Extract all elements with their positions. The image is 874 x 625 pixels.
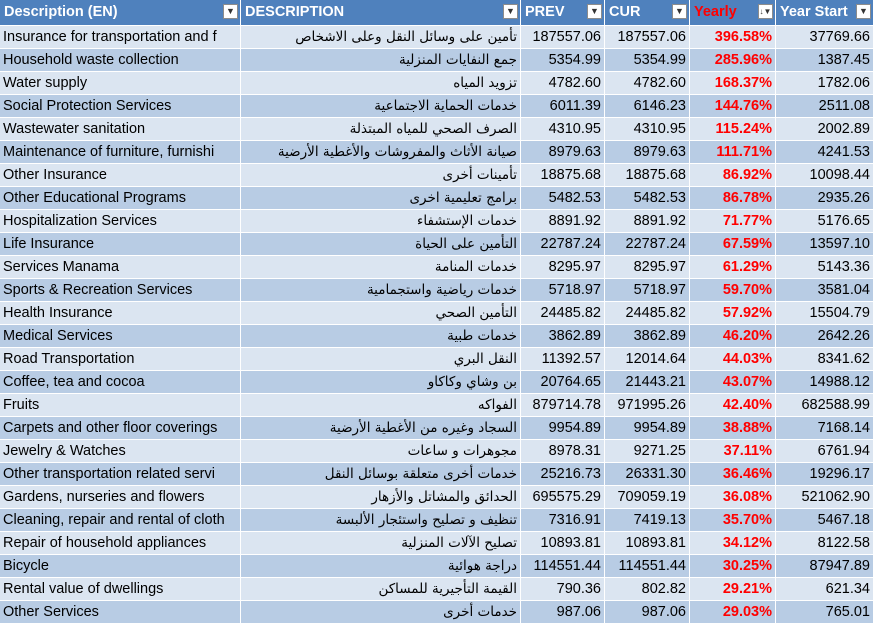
cell-yearly[interactable]: 59.70% — [690, 279, 776, 302]
cell-cur[interactable]: 8979.63 — [605, 141, 690, 164]
cell-description-en[interactable]: Fruits — [0, 394, 241, 417]
cell-prev[interactable]: 8295.97 — [521, 256, 605, 279]
cell-year-start[interactable]: 6761.94 — [776, 440, 874, 463]
header-description[interactable] — [241, 0, 521, 26]
table-row — [0, 49, 874, 72]
table-row — [0, 141, 874, 164]
cell-description-ar[interactable]: القيمة التأجيرية للمساكن — [241, 578, 521, 601]
filter-dropdown-icon[interactable]: ▼ — [856, 4, 871, 19]
cell-description-ar[interactable]: خدمات الإستشفاء — [241, 210, 521, 233]
cell-prev[interactable]: 6011.39 — [521, 95, 605, 118]
cell-description-ar[interactable]: خدمات الحماية الاجتماعية — [241, 95, 521, 118]
table-row — [0, 555, 874, 578]
cell-yearly[interactable]: 144.76% — [690, 95, 776, 118]
cell-yearly[interactable]: 34.12% — [690, 532, 776, 555]
table-row — [0, 302, 874, 325]
cell-cur[interactable]: 114551.44 — [605, 555, 690, 578]
cell-prev[interactable]: 25216.73 — [521, 463, 605, 486]
cell-description-ar[interactable]: خدمات أخرى متعلقة بوسائل النقل — [241, 463, 521, 486]
cell-description-en[interactable]: Coffee, tea and cocoa — [0, 371, 241, 394]
cell-description-en[interactable]: Carpets and other floor coverings — [0, 417, 241, 440]
cell-description-ar[interactable]: السجاد وغيره من الأغطية الأرضية — [241, 417, 521, 440]
cell-year-start[interactable]: 87947.89 — [776, 555, 874, 578]
cell-description-en[interactable]: Gardens, nurseries and flowers — [0, 486, 241, 509]
cell-cur[interactable]: 22787.24 — [605, 233, 690, 256]
table-row — [0, 279, 874, 302]
filter-dropdown-icon[interactable]: ▼ — [223, 4, 238, 19]
cell-description-ar[interactable]: خدمات رياضية واستجمامية — [241, 279, 521, 302]
cell-description-en[interactable]: Cleaning, repair and rental of cloth — [0, 509, 241, 532]
cell-cur[interactable]: 709059.19 — [605, 486, 690, 509]
header-prev[interactable] — [521, 0, 605, 26]
table-row — [0, 601, 874, 624]
header-yearly[interactable] — [690, 0, 776, 26]
cell-description-ar[interactable]: التأمين الصحي — [241, 302, 521, 325]
cell-year-start[interactable]: 2002.89 — [776, 118, 874, 141]
cell-cur[interactable]: 987.06 — [605, 601, 690, 624]
cell-cur[interactable]: 4310.95 — [605, 118, 690, 141]
cell-year-start[interactable]: 521062.90 — [776, 486, 874, 509]
header-label: PREV — [525, 4, 565, 20]
header-label: Year Start — [780, 4, 848, 20]
header-cur[interactable] — [605, 0, 690, 26]
cell-yearly[interactable]: 46.20% — [690, 325, 776, 348]
cell-prev[interactable]: 8978.31 — [521, 440, 605, 463]
cell-cur[interactable]: 21443.21 — [605, 371, 690, 394]
cell-cur[interactable]: 6146.23 — [605, 95, 690, 118]
cell-description-en[interactable]: Water supply — [0, 72, 241, 95]
table-row — [0, 532, 874, 555]
cell-description-en[interactable]: Road Transportation — [0, 348, 241, 371]
cell-cur[interactable]: 24485.82 — [605, 302, 690, 325]
table-row — [0, 417, 874, 440]
cell-cur[interactable]: 18875.68 — [605, 164, 690, 187]
cell-description-en[interactable]: Medical Services — [0, 325, 241, 348]
cell-year-start[interactable]: 8122.58 — [776, 532, 874, 555]
cell-year-start[interactable]: 765.01 — [776, 601, 874, 624]
cell-yearly[interactable]: 42.40% — [690, 394, 776, 417]
header-label: DESCRIPTION — [245, 4, 345, 20]
cell-description-ar[interactable]: تصليح الآلات المنزلية — [241, 532, 521, 555]
header-label: CUR — [609, 4, 641, 20]
cell-yearly[interactable]: 29.21% — [690, 578, 776, 601]
cell-prev[interactable]: 20764.65 — [521, 371, 605, 394]
cell-description-en[interactable]: Other Educational Programs — [0, 187, 241, 210]
table-row — [0, 256, 874, 279]
table-row — [0, 325, 874, 348]
cell-description-ar[interactable]: تنظيف و تصليح واستئجار الألبسة — [241, 509, 521, 532]
cell-prev[interactable]: 10893.81 — [521, 532, 605, 555]
cell-year-start[interactable]: 15504.79 — [776, 302, 874, 325]
table-row — [0, 463, 874, 486]
cell-year-start[interactable]: 5467.18 — [776, 509, 874, 532]
cell-description-en[interactable]: Services Manama — [0, 256, 241, 279]
cell-yearly[interactable]: 35.70% — [690, 509, 776, 532]
cell-yearly[interactable]: 168.37% — [690, 72, 776, 95]
table-row — [0, 394, 874, 417]
cell-description-en[interactable]: Social Protection Services — [0, 95, 241, 118]
cell-prev[interactable]: 5718.97 — [521, 279, 605, 302]
cell-yearly[interactable]: 71.77% — [690, 210, 776, 233]
cell-description-ar[interactable]: خدمات طبية — [241, 325, 521, 348]
cell-description-ar[interactable]: الصرف الصحي للمياه المبتذلة — [241, 118, 521, 141]
header-label: Description (EN) — [4, 4, 118, 20]
cell-yearly[interactable]: 36.08% — [690, 486, 776, 509]
cell-cur[interactable]: 12014.64 — [605, 348, 690, 371]
header-year-start[interactable] — [776, 0, 874, 26]
cell-prev[interactable]: 11392.57 — [521, 348, 605, 371]
cell-prev[interactable]: 695575.29 — [521, 486, 605, 509]
cell-prev[interactable]: 3862.89 — [521, 325, 605, 348]
cell-description-ar[interactable]: جمع النفايات المنزلية — [241, 49, 521, 72]
table-row — [0, 348, 874, 371]
cell-description-en[interactable]: Maintenance of furniture, furnishi — [0, 141, 241, 164]
cell-cur[interactable]: 4782.60 — [605, 72, 690, 95]
cell-cur[interactable]: 10893.81 — [605, 532, 690, 555]
cell-cur[interactable]: 7419.13 — [605, 509, 690, 532]
cell-description-en[interactable]: Jewelry & Watches — [0, 440, 241, 463]
cell-description-en[interactable]: Other transportation related servi — [0, 463, 241, 486]
cell-cur[interactable]: 9954.89 — [605, 417, 690, 440]
cell-prev[interactable]: 4310.95 — [521, 118, 605, 141]
cell-description-ar[interactable]: تأمينات أخرى — [241, 164, 521, 187]
cell-prev[interactable]: 987.06 — [521, 601, 605, 624]
cell-yearly[interactable]: 86.78% — [690, 187, 776, 210]
cell-yearly[interactable]: 37.11% — [690, 440, 776, 463]
cell-yearly[interactable]: 285.96% — [690, 49, 776, 72]
cell-description-en[interactable]: Wastewater sanitation — [0, 118, 241, 141]
cell-yearly[interactable]: 29.03% — [690, 601, 776, 624]
cell-prev[interactable]: 5354.99 — [521, 49, 605, 72]
table-row — [0, 509, 874, 532]
cell-description-ar[interactable]: التأمين على الحياة — [241, 233, 521, 256]
cell-year-start[interactable]: 682588.99 — [776, 394, 874, 417]
header-label: Yearly — [694, 4, 737, 20]
cell-year-start[interactable]: 2642.26 — [776, 325, 874, 348]
cell-prev[interactable]: 24485.82 — [521, 302, 605, 325]
table-row — [0, 233, 874, 256]
cell-cur[interactable]: 5718.97 — [605, 279, 690, 302]
cell-prev[interactable]: 187557.06 — [521, 26, 605, 49]
cell-description-en[interactable]: Rental value of dwellings — [0, 578, 241, 601]
cell-description-ar[interactable]: خدمات المنامة — [241, 256, 521, 279]
cell-cur[interactable]: 971995.26 — [605, 394, 690, 417]
table-row — [0, 72, 874, 95]
cell-prev[interactable]: 8891.92 — [521, 210, 605, 233]
filter-dropdown-icon[interactable]: ▼ — [587, 4, 602, 19]
cell-yearly[interactable]: 111.71% — [690, 141, 776, 164]
cell-description-ar[interactable]: خدمات أخرى — [241, 601, 521, 624]
cell-yearly[interactable]: 38.88% — [690, 417, 776, 440]
cell-year-start[interactable]: 4241.53 — [776, 141, 874, 164]
cell-year-start[interactable]: 5176.65 — [776, 210, 874, 233]
table-row — [0, 118, 874, 141]
cell-year-start[interactable]: 1782.06 — [776, 72, 874, 95]
cell-description-ar[interactable]: برامج تعليمية اخرى — [241, 187, 521, 210]
cell-year-start[interactable]: 13597.10 — [776, 233, 874, 256]
cell-cur[interactable]: 8295.97 — [605, 256, 690, 279]
cell-prev[interactable]: 7316.91 — [521, 509, 605, 532]
cell-year-start[interactable]: 1387.45 — [776, 49, 874, 72]
cell-description-en[interactable]: Insurance for transportation and f — [0, 26, 241, 49]
cell-prev[interactable]: 790.36 — [521, 578, 605, 601]
cell-prev[interactable]: 114551.44 — [521, 555, 605, 578]
cell-year-start[interactable]: 19296.17 — [776, 463, 874, 486]
cell-yearly[interactable]: 44.03% — [690, 348, 776, 371]
cell-cur[interactable]: 187557.06 — [605, 26, 690, 49]
cell-description-ar[interactable]: تزويد المياه — [241, 72, 521, 95]
cell-cur[interactable]: 9271.25 — [605, 440, 690, 463]
cell-description-ar[interactable]: مجوهرات و ساعات — [241, 440, 521, 463]
table-row — [0, 210, 874, 233]
cell-year-start[interactable]: 621.34 — [776, 578, 874, 601]
filter-dropdown-icon[interactable]: ▼ — [672, 4, 687, 19]
cell-description-en[interactable]: Repair of household appliances — [0, 532, 241, 555]
table-row — [0, 95, 874, 118]
cell-description-ar[interactable]: الفواكه — [241, 394, 521, 417]
cell-description-en[interactable]: Other Insurance — [0, 164, 241, 187]
table-row — [0, 486, 874, 509]
cell-description-en[interactable]: Health Insurance — [0, 302, 241, 325]
cell-description-ar[interactable]: الحدائق والمشاتل والأزهار — [241, 486, 521, 509]
cell-description-en[interactable]: Household waste collection — [0, 49, 241, 72]
cell-description-en[interactable]: Other Services — [0, 601, 241, 624]
cell-description-en[interactable]: Hospitalization Services — [0, 210, 241, 233]
cell-year-start[interactable]: 5143.36 — [776, 256, 874, 279]
cell-description-en[interactable]: Sports & Recreation Services — [0, 279, 241, 302]
table-row — [0, 164, 874, 187]
table-body — [0, 26, 874, 624]
cell-yearly[interactable]: 57.92% — [690, 302, 776, 325]
cell-cur[interactable]: 3862.89 — [605, 325, 690, 348]
cell-year-start[interactable]: 3581.04 — [776, 279, 874, 302]
cell-description-ar[interactable]: صيانة الأثاث والمفروشات والأغطية الأرضية — [241, 141, 521, 164]
cell-description-en[interactable]: Bicycle — [0, 555, 241, 578]
table-row — [0, 440, 874, 463]
cell-yearly[interactable]: 61.29% — [690, 256, 776, 279]
cell-year-start[interactable]: 14988.12 — [776, 371, 874, 394]
cell-year-start[interactable]: 2935.26 — [776, 187, 874, 210]
cell-yearly[interactable]: 36.46% — [690, 463, 776, 486]
cell-prev[interactable]: 18875.68 — [521, 164, 605, 187]
cell-cur[interactable]: 26331.30 — [605, 463, 690, 486]
cell-description-en[interactable]: Life Insurance — [0, 233, 241, 256]
table-row — [0, 371, 874, 394]
cell-yearly[interactable]: 67.59% — [690, 233, 776, 256]
cell-description-ar[interactable]: بن وشاي وكاكاو — [241, 371, 521, 394]
cell-yearly[interactable]: 396.58% — [690, 26, 776, 49]
cell-description-ar[interactable]: النقل البري — [241, 348, 521, 371]
cell-prev[interactable]: 9954.89 — [521, 417, 605, 440]
cell-description-ar[interactable]: دراجة هوائية — [241, 555, 521, 578]
cell-prev[interactable]: 8979.63 — [521, 141, 605, 164]
cell-yearly[interactable]: 43.07% — [690, 371, 776, 394]
cell-prev[interactable]: 4782.60 — [521, 72, 605, 95]
cell-year-start[interactable]: 8341.62 — [776, 348, 874, 371]
table-row — [0, 26, 874, 49]
header-row — [0, 0, 874, 26]
cell-prev[interactable]: 5482.53 — [521, 187, 605, 210]
cell-year-start[interactable]: 7168.14 — [776, 417, 874, 440]
cell-yearly[interactable]: 86.92% — [690, 164, 776, 187]
filter-dropdown-icon[interactable]: ▼ — [503, 4, 518, 19]
sort-descending-filter-icon[interactable]: ↓▼ — [758, 4, 773, 19]
cell-yearly[interactable]: 30.25% — [690, 555, 776, 578]
table-row — [0, 187, 874, 210]
cell-prev[interactable]: 22787.24 — [521, 233, 605, 256]
cell-year-start[interactable]: 2511.08 — [776, 95, 874, 118]
cell-prev[interactable]: 879714.78 — [521, 394, 605, 417]
header-description-en[interactable] — [0, 0, 241, 26]
cell-cur[interactable]: 802.82 — [605, 578, 690, 601]
cell-year-start[interactable]: 10098.44 — [776, 164, 874, 187]
table-row — [0, 578, 874, 601]
cell-description-ar[interactable]: تأمين على وسائل النقل وعلى الاشخاص — [241, 26, 521, 49]
cell-cur[interactable]: 8891.92 — [605, 210, 690, 233]
cell-yearly[interactable]: 115.24% — [690, 118, 776, 141]
cell-cur[interactable]: 5354.99 — [605, 49, 690, 72]
cell-year-start[interactable]: 37769.66 — [776, 26, 874, 49]
cell-cur[interactable]: 5482.53 — [605, 187, 690, 210]
